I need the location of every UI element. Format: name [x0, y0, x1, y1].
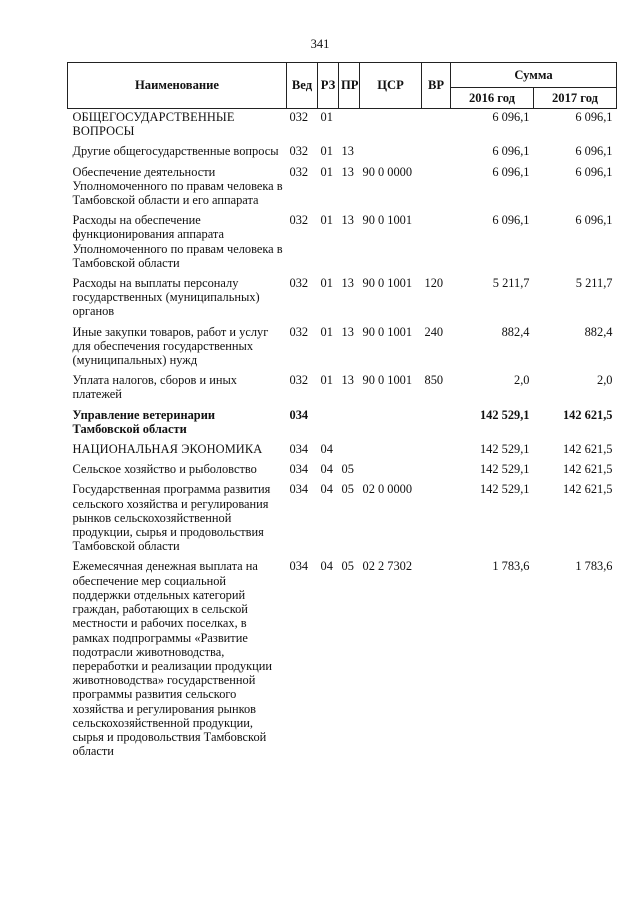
row-pr: 05 [341, 482, 354, 497]
table-row [68, 458, 617, 478]
row-vr [422, 404, 451, 438]
row-rz: 04 [320, 462, 333, 477]
row-pr: 05 [341, 462, 354, 477]
row-ved: 032 [289, 144, 309, 159]
header-sum: Сумма [451, 63, 617, 88]
table-row [68, 555, 617, 760]
table-row [68, 478, 617, 555]
budget-table [67, 62, 617, 760]
table-row [68, 321, 617, 370]
row-rz: 01 [320, 144, 333, 159]
header-csr: ЦСР [360, 63, 422, 109]
header-rz: РЗ [318, 63, 339, 109]
row-sum-2016: 6 096,1 [492, 213, 530, 228]
row-csr [360, 140, 422, 160]
row-ved: 032 [289, 164, 309, 179]
row-sum-2017: 142 621,5 [562, 482, 613, 497]
row-pr: 13 [341, 144, 354, 159]
row-name: Государственная программа развития сельского хозяйства и регулирования рынков сельскохозяйственной продукции, сырья и продовольствия Тамбовской области [72, 482, 271, 554]
row-csr: 02 2 7302 [362, 559, 413, 574]
row-rz: 01 [320, 324, 333, 339]
row-csr [360, 458, 422, 478]
row-rz: 04 [320, 559, 333, 574]
page-number: 341 [310, 37, 330, 51]
row-pr [339, 109, 360, 141]
row-name: Уплата налогов, сборов и иных платежей [72, 373, 237, 402]
row-rz: 01 [320, 164, 333, 179]
row-sum-2016: 142 529,1 [479, 442, 530, 457]
header-vr: ВР [422, 63, 451, 109]
row-ved: 034 [289, 407, 309, 422]
header-year-2017: 2017 год [534, 88, 617, 109]
row-vr [422, 209, 451, 272]
row-sum-2017: 1 783,6 [575, 559, 613, 574]
row-name: Ежемесячная денежная выплата на обеспечение мер социальной поддержки отдельных категорий граждан, работающих в сельской местности и рабочих поселках, в рамках подпрограммы «Развитие подотрасли животноводства, переработки и реализации продукции животноводства» государственной программы развития сельского хозяйства и регулирования рынков сельскохозяйственной продукции, сырья и продовольствия Тамбовской области [72, 559, 272, 759]
row-sum-2017: 5 211,7 [575, 276, 613, 291]
row-name: Обеспечение деятельности Уполномоченного по правам человека в Тамбовской области и его аппарата [72, 164, 283, 208]
row-sum-2017: 6 096,1 [575, 110, 613, 124]
row-name: ОБЩЕГОСУДАРСТВЕННЫЕ ВОПРОСЫ [72, 110, 235, 139]
row-sum-2016: 142 529,1 [479, 482, 530, 497]
row-csr: 90 0 0000 [362, 164, 413, 179]
table-row [68, 109, 617, 141]
table-row [68, 161, 617, 210]
row-vr: 850 [424, 373, 444, 388]
row-name: Сельское хозяйство и рыболовство [72, 462, 257, 477]
row-csr: 90 0 1001 [362, 213, 413, 228]
header-pr: ПР [339, 63, 360, 109]
row-vr [422, 140, 451, 160]
row-sum-2017: 142 621,5 [562, 462, 613, 477]
table-row [68, 438, 617, 458]
row-ved: 032 [289, 213, 309, 228]
row-pr: 13 [341, 213, 354, 228]
row-sum-2016: 6 096,1 [492, 164, 530, 179]
row-ved: 034 [289, 482, 309, 497]
row-sum-2016: 142 529,1 [479, 407, 530, 422]
row-sum-2017: 142 621,5 [562, 407, 613, 422]
table-row [68, 272, 617, 321]
row-vr [422, 161, 451, 210]
row-sum-2016: 142 529,1 [479, 462, 530, 477]
table-row [68, 209, 617, 272]
row-csr: 90 0 1001 [362, 276, 413, 291]
row-rz: 01 [320, 110, 333, 124]
row-vr [422, 109, 451, 141]
row-vr [422, 478, 451, 555]
row-vr [422, 555, 451, 760]
table-row [68, 404, 617, 438]
row-ved: 032 [289, 324, 309, 339]
row-csr [360, 438, 422, 458]
table-row [68, 140, 617, 160]
header-year-2016: 2016 год [451, 88, 534, 109]
row-csr [360, 404, 422, 438]
row-vr [422, 438, 451, 458]
row-vr: 120 [424, 276, 444, 291]
row-csr [360, 109, 422, 141]
row-sum-2017: 882,4 [584, 324, 613, 339]
row-sum-2017: 2,0 [597, 373, 613, 388]
row-sum-2016: 882,4 [501, 324, 530, 339]
row-ved: 034 [289, 442, 309, 457]
row-ved: 032 [289, 276, 309, 291]
row-vr: 240 [424, 324, 444, 339]
row-csr: 02 0 0000 [362, 482, 413, 497]
header-ved: Вед [287, 63, 318, 109]
row-rz: 01 [320, 276, 333, 291]
row-sum-2016: 6 096,1 [492, 110, 530, 124]
row-sum-2017: 6 096,1 [575, 164, 613, 179]
header-name: Наименование [68, 63, 287, 109]
row-sum-2017: 142 621,5 [562, 442, 613, 457]
row-pr: 13 [341, 276, 354, 291]
row-csr: 90 0 1001 [362, 373, 413, 388]
row-pr: 13 [341, 373, 354, 388]
row-vr [422, 458, 451, 478]
row-ved: 034 [289, 462, 309, 477]
table-row [68, 369, 617, 403]
row-ved: 032 [289, 373, 309, 388]
row-sum-2016: 2,0 [514, 373, 530, 388]
table-header [68, 63, 617, 109]
row-pr: 05 [341, 559, 354, 574]
row-pr: 13 [341, 164, 354, 179]
row-rz [318, 404, 339, 438]
row-name: НАЦИОНАЛЬНАЯ ЭКОНОМИКА [72, 442, 263, 457]
row-sum-2017: 6 096,1 [575, 213, 613, 228]
row-pr: 13 [341, 324, 354, 339]
row-rz: 01 [320, 373, 333, 388]
row-ved: 032 [289, 110, 309, 124]
row-sum-2016: 6 096,1 [492, 144, 530, 159]
row-name: Расходы на выплаты персоналу государственных (муниципальных) органов [72, 276, 260, 319]
row-ved: 034 [289, 559, 309, 574]
row-name: Иные закупки товаров, работ и услуг для обеспечения государственных (муниципальных) нужд [72, 324, 269, 368]
row-rz: 04 [320, 482, 333, 497]
row-rz: 04 [320, 442, 333, 457]
row-pr [339, 404, 360, 438]
row-sum-2016: 5 211,7 [492, 276, 530, 291]
row-pr [339, 438, 360, 458]
row-name: Управление ветеринарии Тамбовской области [72, 407, 215, 436]
row-name: Расходы на обеспечение функционирования аппарата Уполномоченного по правам человека в Тамбовской области [72, 213, 283, 270]
row-name: Другие общегосударственные вопросы [72, 144, 279, 159]
row-csr: 90 0 1001 [362, 324, 413, 339]
row-sum-2016: 1 783,6 [492, 559, 530, 574]
row-rz: 01 [320, 213, 333, 228]
row-sum-2017: 6 096,1 [575, 144, 613, 159]
